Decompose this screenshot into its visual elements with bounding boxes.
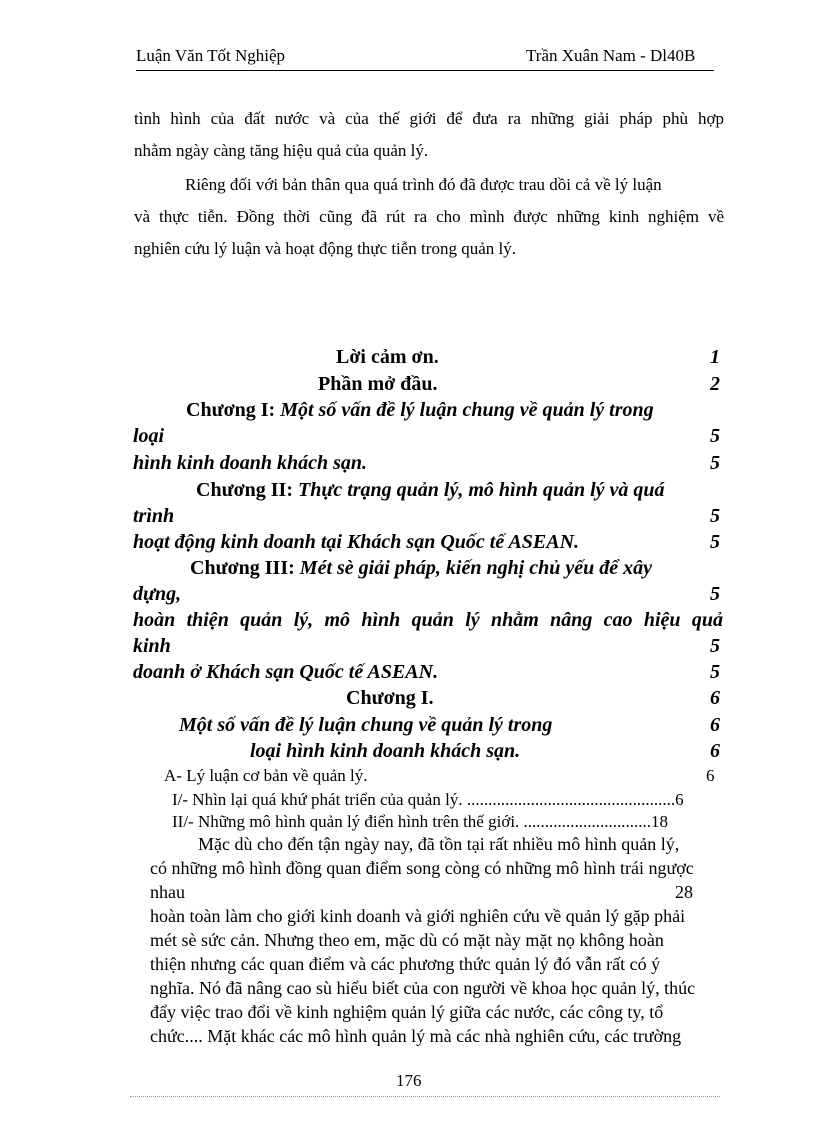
toc-ch1-line2: loại — [133, 425, 165, 447]
toc-ch2-line2-page: 5 — [710, 505, 720, 527]
header-rule — [136, 70, 714, 71]
intro-line-2: nhằm ngày càng tăng hiệu quả của quản lý. — [134, 141, 429, 160]
toc-ch1-label: Chương I: — [186, 399, 276, 421]
para-line-5: mét sè sức cản. Nhưng theo em, mặc dù có mặt này mặt nọ không hoàn — [150, 930, 664, 950]
toc-ch1-line3-page: 5 — [710, 452, 720, 474]
toc-ch1-line3: hình kinh doanh khách sạn. — [133, 452, 368, 474]
toc-ch3-line3: hoàn thiện quản lý, mô hình quản lý nhằm nâng cao hiệu quả — [133, 609, 723, 631]
toc-a-item-page: 6 — [706, 766, 715, 785]
toc-ch3-line5-page: 5 — [710, 661, 720, 683]
toc-ch3-line4: kinh — [133, 635, 171, 657]
header-left: Luận Văn Tốt Nghiệp — [136, 46, 286, 65]
toc-chapter-3 — [190, 557, 652, 580]
para-line-2: có những mô hình đồng quan điểm song còng có những mô hình trái ngược — [150, 858, 694, 878]
toc-chapter-1 — [186, 399, 723, 422]
toc-ch2-label: Chương II: — [196, 479, 293, 501]
intro-line-4: và thực tiễn. Đồng thời cũng đã rút ra cho mình được những kinh nghiệm về — [134, 207, 724, 226]
para-line-9: chức.... Mặt khác các mô hình quản lý mà các nhà nghiên cứu, các trường — [150, 1026, 682, 1046]
intro-line-3: Riêng đối với bản thân qua quá trình đó đã được trau dồi cả về lý luận — [185, 175, 662, 194]
toc-ch1-line2-page: 5 — [710, 425, 720, 447]
para-line-1: Mặc dù cho đến tận ngày nay, đã tồn tại rất nhiều mô hình quản lý, — [198, 834, 680, 854]
header-right: Trần Xuân Nam - Dl40B — [526, 46, 696, 65]
intro-line-5: nghiên cứu lý luận và hoạt động thực tiễn trong quản lý. — [134, 239, 516, 258]
page-number: 176 — [396, 1071, 422, 1090]
toc-ch3-label: Chương III: — [190, 557, 295, 579]
toc-chI-sub2: loại hình kinh doanh khách sạn. — [250, 740, 521, 762]
toc-phan-mo-dau: Phần mở đầu. — [318, 373, 438, 395]
toc-i-item: I/- Nhìn lại quá khứ phát triển của quản lý. .................................................6 — [172, 790, 684, 809]
toc-loi-cam-on: Lời cảm ơn. — [336, 346, 439, 368]
para-line-4: hoàn toàn làm cho giới kinh doanh và giới nghiên cứu về quản lý gặp phải — [150, 906, 686, 926]
para-line-3: nhau — [150, 882, 185, 902]
toc-chI-sub2-page: 6 — [710, 740, 720, 762]
toc-chI-sub1-page: 6 — [710, 714, 720, 736]
toc-ch2-line3: hoạt động kinh doanh tại Khách sạn Quốc tế ASEAN. — [133, 531, 580, 553]
footer-rule — [130, 1096, 720, 1097]
toc-chapter-2 — [196, 479, 665, 502]
para-line-3-page: 28 — [675, 882, 693, 902]
toc-ch3-line5: doanh ở Khách sạn Quốc tế ASEAN. — [133, 661, 439, 683]
toc-ch2-line3-page: 5 — [710, 531, 720, 553]
toc-ch2-line2: trình — [133, 505, 175, 527]
para-line-6: thiện nhưng các quan điểm và các phương thức quản lý đó vẫn rất có ý — [150, 954, 661, 974]
toc-phan-mo-dau-page: 2 — [710, 373, 720, 395]
para-line-8: đẩy việc trao đổi về kinh nghiệm quản lý giữa các nước, các công ty, tổ — [150, 1002, 664, 1022]
para-line-7: nghĩa. Nó đã nâng cao sù hiểu biết của con người về khoa học quản lý, thúc — [150, 978, 696, 998]
toc-ch2-title: Thực trạng quản lý, mô hình quản lý và quá — [298, 479, 665, 501]
toc-ii-item: II/- Những mô hình quản lý điển hình trên thế giới. ..............................18 — [172, 812, 669, 831]
toc-loi-cam-on-page: 1 — [710, 346, 720, 368]
intro-line-1: tình hình của đất nước và của thế giới để đưa ra những giải pháp phù hợp — [134, 109, 724, 128]
toc-ch1-title: Một số vấn đề lý luận chung về quản lý trong — [280, 399, 654, 421]
toc-chI-heading: Chương I. — [346, 687, 434, 709]
toc-chI-heading-page: 6 — [710, 687, 720, 709]
toc-ch3-title: Mét sè giải pháp, kiến nghị chủ yếu để xây — [299, 557, 653, 579]
toc-ch3-line4-page: 5 — [710, 635, 720, 657]
toc-a-item: A- Lý luận cơ bản về quản lý. — [164, 766, 368, 785]
toc-ch3-line2: dựng, — [133, 583, 182, 605]
toc-chI-sub1: Một số vấn đề lý luận chung về quản lý trong — [179, 714, 553, 736]
toc-ch3-line2-page: 5 — [710, 583, 720, 605]
